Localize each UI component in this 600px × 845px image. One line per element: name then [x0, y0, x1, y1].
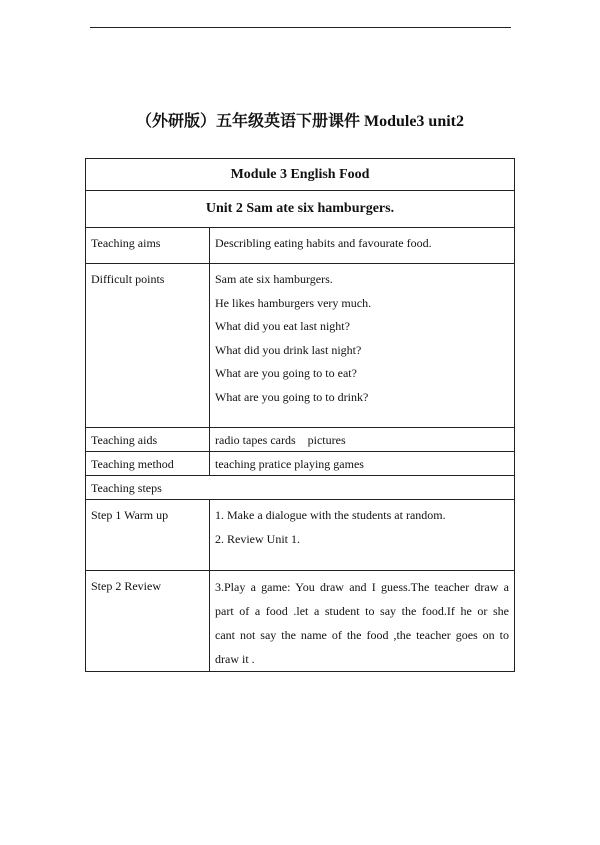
step1-label — [86, 500, 210, 571]
step2-value — [210, 571, 515, 672]
step2-label — [86, 571, 210, 672]
teaching-aids-value — [210, 428, 515, 452]
step1-row — [86, 500, 515, 571]
difficult-point-item: What did you eat last night? — [215, 319, 350, 333]
teaching-steps-label — [86, 476, 515, 500]
header-rule — [90, 27, 511, 28]
teaching-aims-value-text: Describling eating habits and favourate food. — [215, 236, 432, 250]
teaching-method-label — [86, 452, 210, 476]
unit-title-row — [86, 191, 515, 228]
step1-line: 2. Review Unit 1. — [215, 531, 300, 546]
step2-line: part of a food .let a student to say the food.If he or she — [215, 604, 509, 618]
step2-label-text: Step 2 Review — [91, 579, 161, 593]
difficult-point-item: What are you going to to drink? — [215, 389, 369, 404]
difficult-points-label — [86, 264, 210, 428]
teaching-aims-row — [86, 228, 515, 264]
teaching-steps-row — [86, 476, 515, 500]
teaching-method-value — [210, 452, 515, 476]
unit-title: Unit 2 Sam ate six hamburgers. — [86, 191, 515, 228]
document-title: （外研版）五年级英语下册课件 Module3 unit2 — [135, 113, 465, 130]
difficult-point-item: He likes hamburgers very much. — [215, 295, 372, 310]
teaching-aids-label — [86, 428, 210, 452]
teaching-method-label-text: Teaching method — [91, 457, 174, 471]
teaching-aids-label-text: Teaching aids — [91, 433, 158, 447]
step2-line: 3.Play a game: You draw and I guess.The teacher draw a — [215, 580, 509, 594]
difficult-point-item: What are you going to to eat? — [215, 366, 357, 380]
teaching-aims-value — [210, 228, 515, 264]
module-title: Module 3 English Food — [86, 159, 515, 191]
teaching-steps-label-text: Teaching steps — [91, 481, 162, 495]
difficult-point-item: What did you drink last night? — [215, 342, 362, 357]
difficult-points-value — [210, 264, 515, 428]
step2-line: draw it . — [215, 652, 255, 666]
teaching-aims-label-text: Teaching aims — [91, 236, 161, 250]
step1-line: 1. Make a dialogue with the students at random. — [215, 508, 446, 522]
teaching-method-row — [86, 452, 515, 476]
teaching-aids-value-text: radio tapes cards pictures — [215, 433, 346, 447]
teaching-aids-row — [86, 428, 515, 452]
step1-value — [210, 500, 515, 571]
step1-label-text: Step 1 Warm up — [91, 508, 169, 522]
step2-line: cant not say the name of the food ,the teacher goes on to — [215, 628, 509, 642]
lesson-plan-table — [85, 158, 515, 672]
difficult-points-label-text: Difficult points — [91, 272, 165, 286]
difficult-points-row — [86, 264, 515, 428]
step2-row — [86, 571, 515, 672]
teaching-method-value-text: teaching pratice playing games — [215, 457, 364, 471]
teaching-aims-label — [86, 228, 210, 264]
difficult-point-item: Sam ate six hamburgers. — [215, 272, 333, 286]
module-title-row — [86, 159, 515, 191]
